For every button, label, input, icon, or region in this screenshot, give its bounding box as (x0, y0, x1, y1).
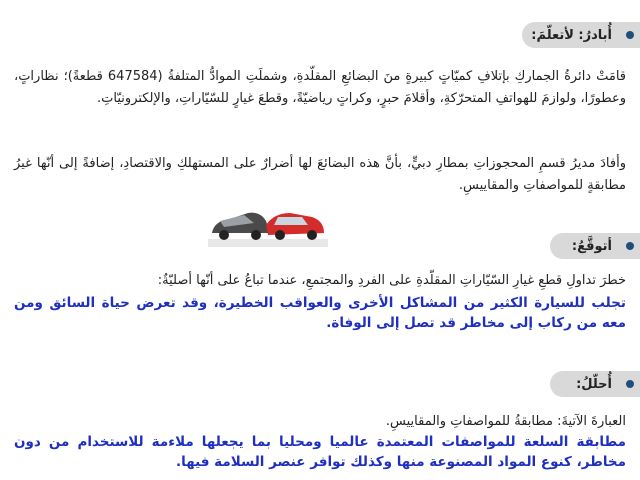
section-header-predict (550, 233, 640, 259)
section-title: أُحلّلُ: (576, 376, 612, 392)
bullet-dot-icon (626, 380, 634, 388)
car-crash-image (208, 203, 328, 247)
section-title: أُبادرُ: لأتعلّمَ: (531, 27, 612, 43)
paragraph-customs: قامَتْ دائرةُ الجماركِ بإتلافِ كميّاتٍ كبيرةٍ منَ البضائعِ المقلّدةِ، وشملَتِ الموادُّ المتلفةُ (647584 قطعةً)؛ نظاراتٍ، وعطورًا، ولوازمَ للهواتفِ المتحرّكةِ، وأقلامَ حبرٍ، وكراتٍ رياضيّةً، وقطعَ غيارٍ للسّيّاراتِ، والإلكترونيّاتِ. (14, 69, 627, 106)
answer-predict: تجلب للسيارة الكثير من المشاكل الأخرى والعواقب الخطيرة، وقد تعرض حياة السائق ومن معه من ركاب إلى مخاطر قد تصل إلى الوفاة. (14, 295, 626, 331)
question-predict: خطرَ تداولِ قطعِ غيارِ السّيّاراتِ المقلّدةِ على الفردِ والمجتمعِ، عندما تباعُ على أنّها أصليّةٌ: (157, 273, 626, 288)
answer-analyze: مطابقة السلعة للمواصفات المعتمدة عالميا ومحليا بما يجعلها ملاءمة للاستخدام من دون مخاطر، كنوع المواد المصنوعة منها وكذلك توافر عنصر السلامة فيها. (14, 434, 626, 470)
section-title: أتوقَّعُ: (571, 238, 612, 254)
bullet-dot-icon (626, 31, 634, 39)
question-analyze: العبارةَ الآتيةَ: مطابقةُ للمواصفاتِ والمقاييسِ. (385, 414, 626, 429)
bullet-dot-icon (626, 242, 634, 250)
section-header-analyze (550, 371, 640, 397)
paragraph-director: وأفادَ مديرُ قسمِ المحجوزاتِ بمطارِ دبيٍّ، بأنَّ هذه البضائعَ لها أضرارٌ على المستهلكِ والاقتصادِ، إضافةً إلى أنّها غيرُ مطابقةٍ للمواصفاتِ والمقاييسِ. (14, 156, 626, 193)
section-header-initiate (522, 22, 640, 48)
